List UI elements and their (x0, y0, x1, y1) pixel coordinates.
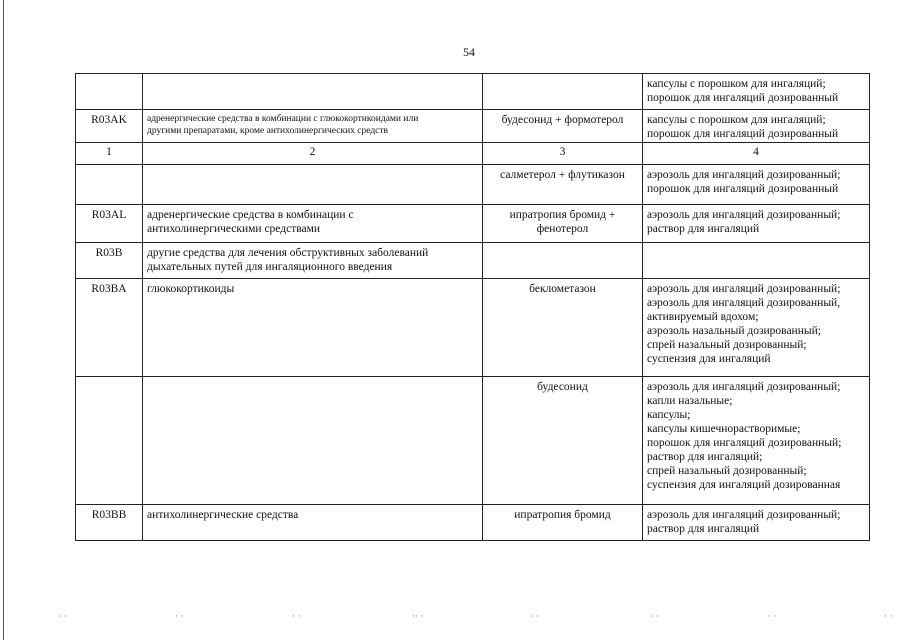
footer-scan-marks: · · · · · · ·· · · · · · · · · · (58, 612, 893, 622)
anatomical-therapeutic-group-cell (143, 205, 483, 243)
table-row (76, 110, 870, 143)
atc-code-cell: R03AL (76, 205, 143, 243)
dosage-form-cell (643, 505, 870, 541)
medicine-name-cell (483, 165, 643, 205)
dosage-form-cell (643, 279, 870, 377)
dosage-form-line: порошок для ингаляций дозированный (647, 92, 839, 104)
atc-code-cell: R03BA (76, 279, 143, 377)
group-name-line: адренергические средства в комбинации с (147, 209, 354, 221)
medicine-name-line: беклометазон (529, 283, 596, 295)
dosage-form-line: спрей назальный дозированный; (647, 465, 807, 477)
table-row (76, 243, 870, 279)
atc-code-cell (76, 165, 143, 205)
dosage-form-line: аэрозоль для ингаляций дозированный; (647, 381, 841, 393)
dosage-form-line: спрей назальный дозированный; (647, 339, 807, 351)
dosage-form-line: аэрозоль для ингаляций дозированный, (647, 297, 841, 309)
atc-code-cell: R03BB (76, 505, 143, 541)
table-row (76, 165, 870, 205)
medicine-name-cell (483, 505, 643, 541)
dosage-form-cell (643, 165, 870, 205)
dosage-form-line: капсулы с порошком для ингаляций; (647, 114, 826, 126)
group-name-line: антихолинергические средства (147, 509, 299, 521)
dosage-form-line: раствор для ингаляций (647, 223, 760, 235)
anatomical-therapeutic-group-cell (143, 74, 483, 110)
dosage-form-line: аэрозоль для ингаляций дозированный; (647, 169, 841, 181)
anatomical-therapeutic-group-cell (143, 505, 483, 541)
column-number-cell: 1 (76, 143, 143, 165)
dosage-form-cell (643, 74, 870, 110)
group-name-line: глюкокортикоиды (147, 283, 235, 295)
group-name-line: другие средства для лечения обструктивных заболеваний (147, 247, 429, 259)
dosage-form-line: порошок для ингаляций дозированный (647, 183, 839, 195)
medicine-name-cell (483, 279, 643, 377)
group-name-line: антихолинергическими средствами (147, 223, 321, 235)
medicine-name-line: салметерол + флутиказон (500, 169, 625, 181)
medicine-name-line: ипратропия бромид + (509, 209, 616, 221)
dosage-form-line: капсулы; (647, 409, 691, 421)
medicine-name-cell (483, 110, 643, 143)
dosage-form-cell (643, 205, 870, 243)
column-number-cell: 2 (143, 143, 483, 165)
atc-code-cell (76, 377, 143, 505)
dosage-form-cell (643, 377, 870, 505)
page-number: 54 (463, 45, 475, 59)
anatomical-therapeutic-group-cell (143, 110, 483, 143)
column-number-cell: 4 (643, 143, 870, 165)
medicine-name-line: фенотерол (536, 223, 589, 235)
dosage-form-line: суспензия для ингаляций дозированная (647, 479, 841, 491)
anatomical-therapeutic-group-cell (143, 243, 483, 279)
anatomical-therapeutic-group-cell (143, 279, 483, 377)
medicine-name-cell (483, 205, 643, 243)
dosage-form-cell (643, 110, 870, 143)
table-row (76, 279, 870, 377)
group-name-line: адренергические средства в комбинации с глюкокортикоидами или (147, 114, 419, 124)
dosage-form-line: аэрозоль для ингаляций дозированный; (647, 209, 841, 221)
dosage-form-line: аэрозоль для ингаляций дозированный; (647, 509, 841, 521)
group-name-line: дыхательных путей для ингаляционного введения (147, 261, 393, 273)
medicine-name-line: будесонид + формотерол (501, 114, 624, 126)
table-row (76, 205, 870, 243)
drug-table (75, 73, 870, 541)
table-row (76, 505, 870, 541)
medicine-name-cell (483, 377, 643, 505)
medicine-name-line: будесонид (537, 381, 588, 393)
dosage-form-line: раствор для ингаляций (647, 523, 760, 535)
column-number-cell: 3 (483, 143, 643, 165)
medicine-name-cell (483, 74, 643, 110)
group-name-line: другими препаратами, кроме антихолинергических средств (147, 126, 389, 136)
dosage-form-line: капсулы кишечнорастворимые; (647, 423, 801, 435)
dosage-form-line: раствор для ингаляций; (647, 451, 763, 463)
column-number-header-row (76, 143, 870, 165)
atc-code-cell (76, 74, 143, 110)
dosage-form-line: порошок для ингаляций дозированный (647, 128, 839, 140)
drug-table-body (76, 74, 870, 541)
atc-code-cell: R03B (76, 243, 143, 279)
medicine-name-line: ипратропия бромид (514, 509, 611, 521)
dosage-form-line: суспензия для ингаляций (647, 353, 771, 365)
dosage-form-line: капли назальные; (647, 395, 733, 407)
dosage-form-line: капсулы с порошком для ингаляций; (647, 78, 826, 90)
dosage-form-line: порошок для ингаляций дозированный; (647, 437, 842, 449)
medicine-name-cell (483, 243, 643, 279)
table-row (76, 377, 870, 505)
dosage-form-line: аэрозоль назальный дозированный; (647, 325, 821, 337)
page-left-edge (3, 0, 4, 640)
anatomical-therapeutic-group-cell (143, 165, 483, 205)
dosage-form-line: активируемый вдохом; (647, 311, 759, 323)
anatomical-therapeutic-group-cell (143, 377, 483, 505)
table-row (76, 74, 870, 110)
dosage-form-line: аэрозоль для ингаляций дозированный; (647, 283, 841, 295)
atc-code-cell: R03AK (76, 110, 143, 143)
dosage-form-cell (643, 243, 870, 279)
